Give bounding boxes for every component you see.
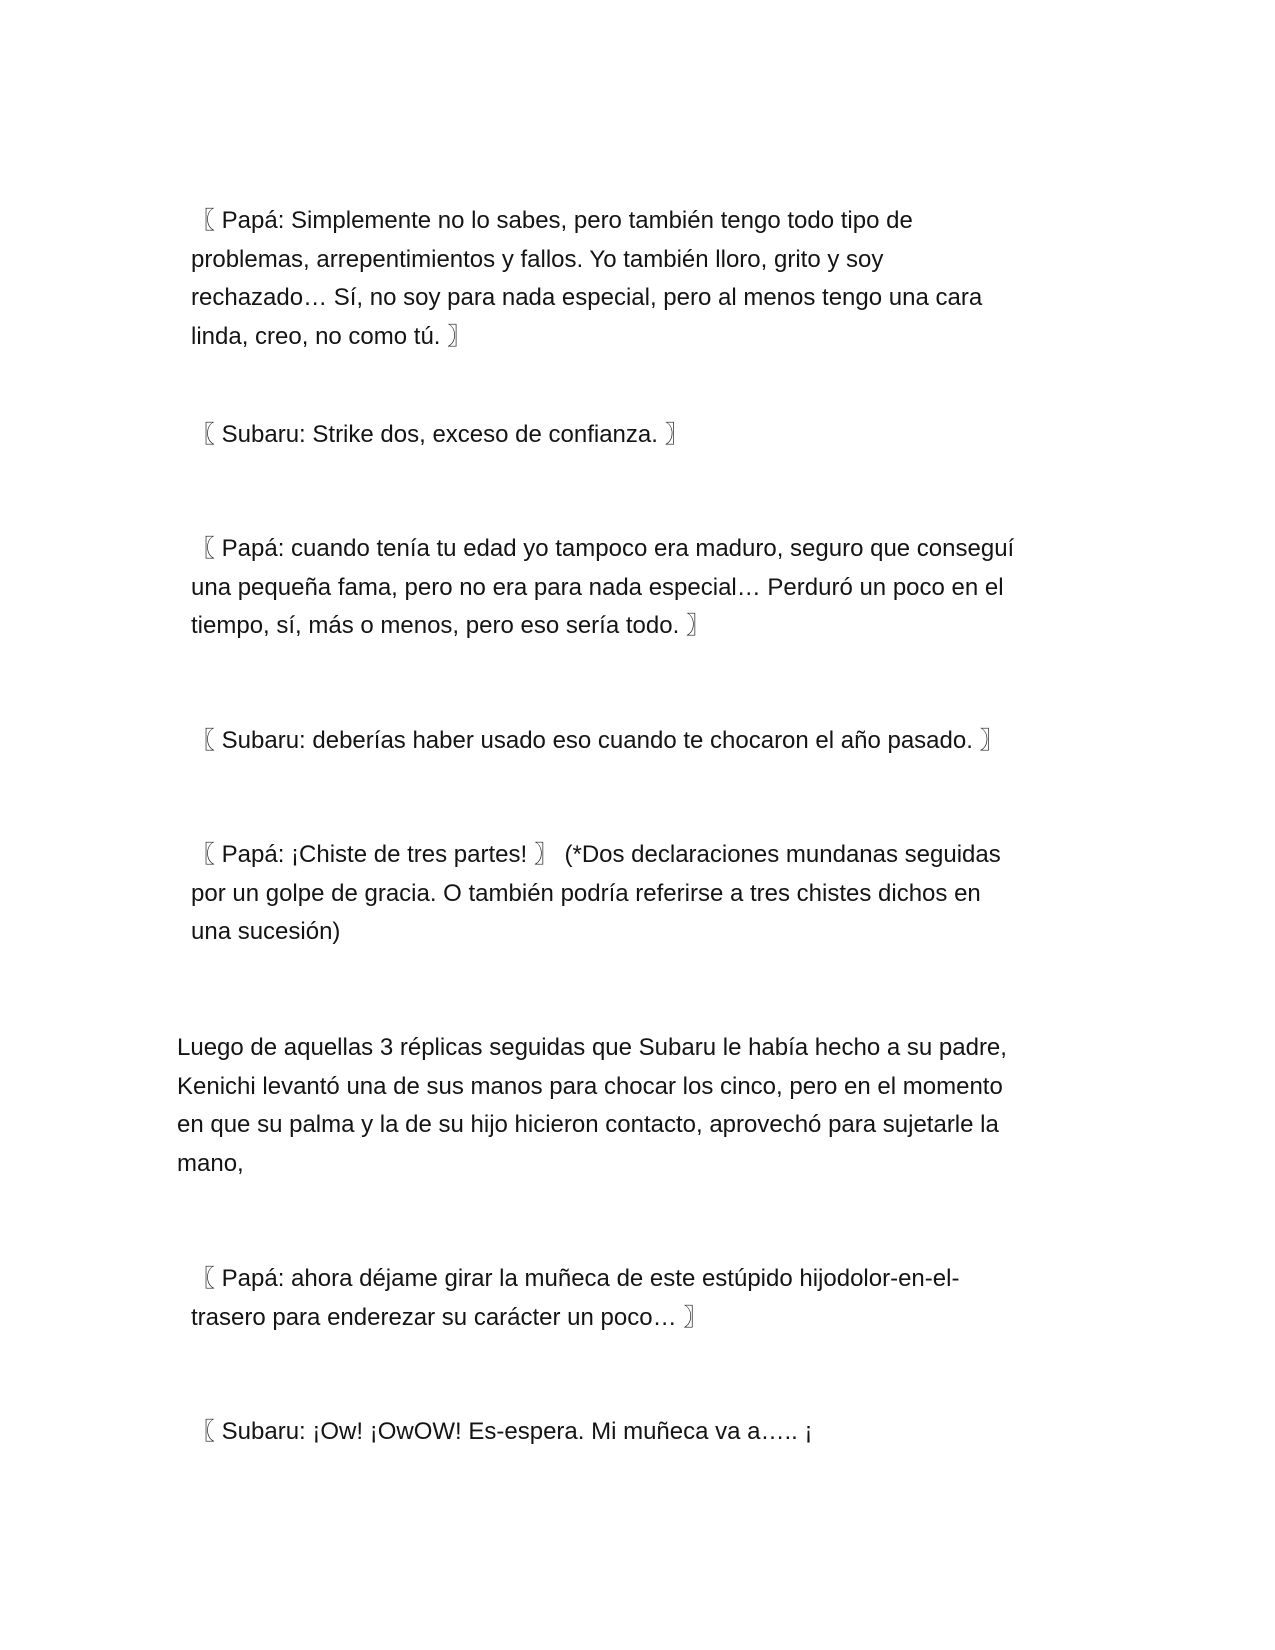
dialogue-papa-4 xyxy=(177,1260,1111,1337)
text-line: linda, creo, no como tú. 〗 xyxy=(191,322,472,350)
text-line: Kenichi levantó una de sus manos para chocar los cinco, pero en el momento xyxy=(177,1072,1003,1100)
text-line: 〖 Subaru: deberías haber usado eso cuando te chocaron el año pasado. 〗 xyxy=(191,727,1004,754)
text-line: 〖 Papá: ¡Chiste de tres partes! 〗 (*Dos declaraciones mundanas seguidas xyxy=(191,841,1001,868)
dialogue-papa-3 xyxy=(177,836,1111,952)
text-line: 〖 Papá: ahora déjame girar la muñeca de este estúpido hijodolor-en-el- xyxy=(191,1265,960,1292)
text-line: mano, xyxy=(177,1149,244,1177)
text-line: rechazado… Sí, no soy para nada especial, pero al menos tengo una cara xyxy=(191,284,983,311)
text-line: Luego de aquellas 3 réplicas seguidas que Subaru le había hecho a su padre, xyxy=(177,1034,1007,1061)
text-line: problemas, arrepentimientos y fallos. Yo también lloro, grito y soy xyxy=(191,245,884,273)
dialogue-subaru-2 xyxy=(177,722,1111,761)
narration-paragraph xyxy=(177,1029,1097,1183)
text-line: 〖 Papá: cuando tenía tu edad yo tampoco era maduro, seguro que conseguí xyxy=(191,535,1015,562)
dialogue-subaru-1 xyxy=(177,416,1111,455)
dialogue-papa-1 xyxy=(177,202,1111,356)
text-line: por un golpe de gracia. O también podría referirse a tres chistes dichos en xyxy=(191,879,981,907)
text-line: tiempo, sí, más o menos, pero eso sería todo. 〗 xyxy=(191,612,710,639)
text-line: 〖 Papá: Simplemente no lo sabes, pero también tengo todo tipo de xyxy=(191,207,913,234)
text-line: trasero para enderezar su carácter un poco… 〗 xyxy=(191,1303,708,1331)
text-line: en que su palma y la de su hijo hicieron contacto, aprovechó para sujetarle la xyxy=(177,1111,999,1138)
dialogue-subaru-3 xyxy=(177,1413,1111,1452)
text-line: 〖 Subaru: Strike dos, exceso de confianza. 〗 xyxy=(191,421,689,448)
text-line: una pequeña fama, pero no era para nada especial… Perduró un poco en el xyxy=(191,573,1004,601)
text-line: 〖 Subaru: ¡Ow! ¡OwOW! Es-espera. Mi muñeca va a….. ¡ xyxy=(191,1418,813,1445)
dialogue-papa-2 xyxy=(177,530,1111,646)
text-line: una sucesión) xyxy=(191,918,341,945)
